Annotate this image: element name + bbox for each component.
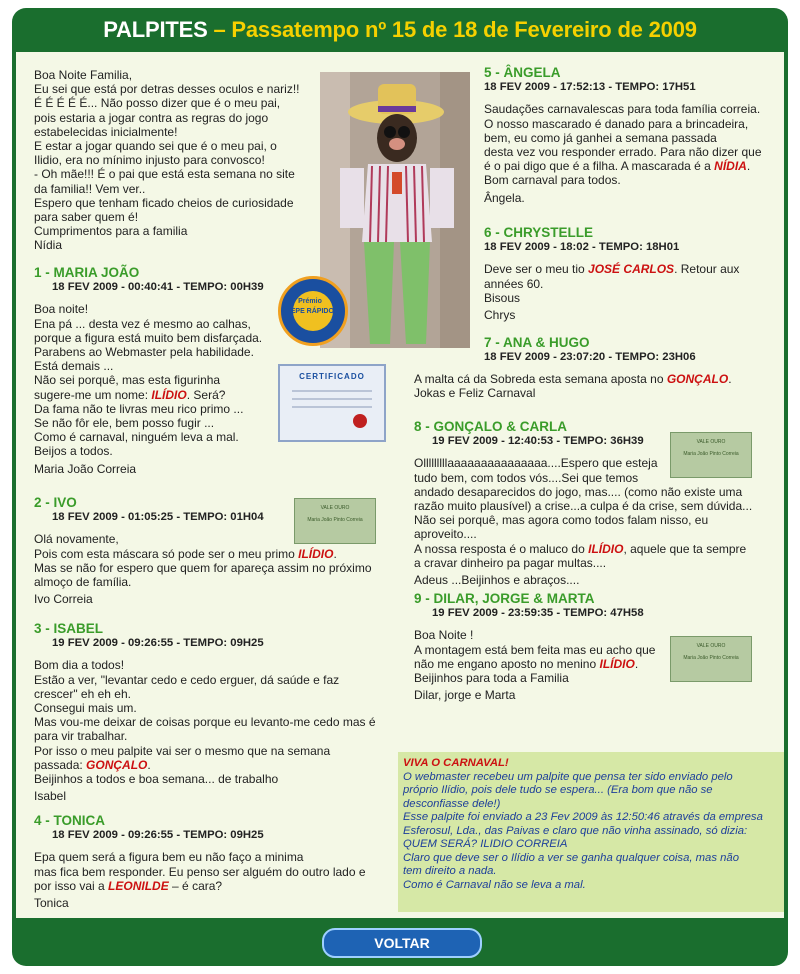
entry-5: [484, 66, 776, 205]
entry-meta: 19 FEV 2009 - 09:26:55 - TEMPO: 09H25: [52, 637, 264, 650]
intro-line: pois estaria a jogar contra as regras do jogo: [34, 110, 269, 125]
banknote-text: VALE OURO: [696, 439, 726, 445]
guess-name: ILÍDIO: [151, 387, 187, 402]
text: por isso vai a: [34, 878, 109, 893]
entry-line: Ena pá ... desta vez é mesmo ao calhas,: [34, 316, 251, 331]
page-title: [12, 8, 788, 52]
entry-line: [34, 879, 394, 893]
entry-meta: 18 FEV 2009 - 09:26:55 - TEMPO: 09H25: [52, 829, 264, 842]
entry-title: 1 - MARIA JOÃO: [34, 265, 140, 280]
entry-7-header: [484, 336, 776, 364]
entry-line: [484, 159, 776, 173]
banknote-name: Maria João Pinto Correia: [307, 517, 363, 523]
entry-signature: Maria João Correia: [34, 461, 137, 476]
text: . Retour aux: [674, 262, 740, 277]
entry-line: almoço de família.: [34, 575, 132, 590]
entry-line: Boa noite!: [34, 302, 89, 317]
entry-line: [34, 547, 394, 561]
entry-line: A montagem está bem feita mas eu acho que: [414, 642, 656, 657]
banknote-name: Maria João Pinto Correia: [683, 451, 739, 457]
note-line: próprio Ilídio, pois dele tudo se espera... (Era bom que não se: [403, 784, 713, 796]
note-line: Esse palpite foi enviado a 23 Fev 2009 às 12:50:46 através da empresa: [403, 811, 763, 823]
entry-title: 8 - GONÇALO & CARLA: [414, 419, 567, 434]
entry-line: Beijinhos a todos e boa semana... de trabalho: [34, 772, 279, 787]
note-line: QUEM SERÁ? ILIDIO CORREIA: [403, 838, 568, 850]
entry-line: Bom carnaval para todos.: [484, 173, 621, 188]
entry-line: [414, 372, 776, 386]
entry-line: O nosso mascarado é danado para a brincadeira,: [484, 116, 749, 131]
entry-line: razão muito plausível) a crise...a culpa é da crise, sem dúvida...: [414, 499, 753, 514]
entry-signature: Adeus ...Beijinhos e abraços....: [414, 573, 580, 588]
entry-line: [34, 388, 284, 402]
text: .: [634, 656, 639, 671]
entry-meta: 18 FEV 2009 - 18:02 - TEMPO: 18H01: [484, 241, 680, 254]
text: é o pai digo que é a filha. A mascarada é a: [484, 159, 715, 174]
entry-line: aproveito....: [414, 527, 477, 542]
text: A nossa resposta é o maluco do: [414, 541, 589, 556]
entry-4: [34, 814, 394, 910]
entry-3: [34, 622, 394, 803]
entry-signature: Tonica: [34, 896, 69, 911]
entry-line: mas fica bem responder. Eu penso ser alguém do outro lado e: [34, 864, 366, 879]
badge-label: Prémio: [298, 298, 322, 305]
note-line: desconfiasse dele!): [403, 797, 501, 810]
entry-line: desta vez vou responder errado. Para não dizer que: [484, 145, 762, 160]
entry-meta: 19 FEV 2009 - 12:40:53 - TEMPO: 36H39: [432, 435, 644, 448]
guess-name: NÍDIA: [714, 159, 747, 174]
intro-line: Cumprimentos para a familia: [34, 224, 188, 239]
entry-line: para vir trabalhar.: [34, 729, 128, 744]
carnival-note: [398, 752, 784, 912]
entry-line: a cravar dinheiro pa pagar multas....: [414, 555, 607, 570]
entry-signature: Isabel: [34, 789, 67, 804]
entry-title: 6 - CHRYSTELLE: [484, 225, 594, 240]
entry-line: [414, 542, 776, 556]
intro-line: E estar a jogar quando sei que é o meu pai, o: [34, 139, 277, 154]
entry-signature: Chrys: [484, 308, 516, 323]
intro-line: Ilidio, era no mínimo injusto para convosco!: [34, 153, 265, 168]
intro-line: para saber quem é!: [34, 210, 139, 225]
entry-title: 3 - ISABEL: [34, 621, 104, 636]
note-line: Esferosul, Lda., das Paivas e claro que não vinha assinado, só dizia:: [403, 824, 748, 837]
text: , aquele que ta sempre: [623, 541, 747, 556]
entry-line: Consegui mais um.: [34, 701, 137, 716]
entry-line: Não sei porquê, mas esta figurinha: [34, 373, 221, 388]
guess-name: LEONILDE: [108, 878, 169, 893]
intro-message: [34, 68, 314, 253]
entry-line: Estão a ver, "levantar cedo e cedo erguer, dá saúde e faz: [34, 672, 340, 687]
text: sugere-me um nome:: [34, 387, 152, 402]
entry-title: 9 - DILAR, JORGE & MARTA: [414, 591, 595, 606]
entry-line: andado desaparecidos do jogo, mas.... (como não existe uma: [414, 484, 743, 499]
guess-name: ILÍDIO: [298, 546, 334, 561]
prize-badge-text: [278, 276, 342, 340]
entry-title: 7 - ANA & HUGO: [484, 335, 590, 350]
text: A malta cá da Sobreda esta semana aposta no: [414, 372, 667, 386]
entry-title: 5 - ÂNGELA: [484, 65, 561, 80]
intro-line: estabelecidas inicialmente!: [34, 124, 178, 139]
entry-meta: 19 FEV 2009 - 23:59:35 - TEMPO: 47H58: [432, 607, 644, 620]
banknote-name: Maria João Pinto Correia: [683, 655, 739, 661]
content-area: [16, 52, 784, 918]
text: .: [333, 546, 337, 561]
entry-line: Mas vou-me deixar de coisas porque eu levanto-me cedo mas é: [34, 715, 376, 730]
entry-meta: 18 FEV 2009 - 01:05:25 - TEMPO: 01H04: [52, 511, 264, 524]
intro-line: - Oh mãe!!! É o pai que está esta semana no site: [34, 167, 295, 182]
entry-line: Olllllllllaaaaaaaaaaaaaaa....Espero que esteja: [414, 456, 658, 471]
note-title: VIVA O CARNAVAL!: [403, 757, 509, 769]
entry-line: Jokas e Feliz Carnaval: [414, 386, 536, 401]
guess-name: GONÇALO: [86, 757, 148, 772]
entry-line: Parabens ao Webmaster pela habilidade.: [34, 345, 254, 360]
entry-signature: Ângela.: [484, 190, 525, 205]
entry-9: [414, 592, 776, 702]
text: .: [746, 159, 751, 174]
text: passada:: [34, 757, 87, 772]
entry-8: [414, 420, 776, 587]
intro-line: É É É É É... Não posso dizer que é o meu pai,: [34, 96, 281, 111]
entry-meta: 18 FEV 2009 - 00:40:41 - TEMPO: 00H39: [52, 281, 264, 294]
entry-line: Boa Noite !: [414, 628, 474, 643]
certificate-image: [278, 364, 386, 442]
entry-1: [34, 266, 284, 476]
page-frame: [12, 8, 788, 966]
entry-title: 2 - IVO: [34, 495, 77, 510]
entry-line: Beijinhos para toda a Familia: [414, 671, 569, 686]
entry-line: bem, eu como já ganhei a semana passada: [484, 130, 717, 145]
note-line: Como é Carnaval não se leva a mal.: [403, 878, 586, 891]
entry-line: Está demais ...: [34, 359, 114, 374]
entry-line: Da fama não te livras meu rico primo ...: [34, 401, 244, 416]
entry-line: [34, 758, 394, 772]
entry-line: Mas se não for espero que quem for apareça assim no próximo: [34, 560, 372, 575]
text: Deve ser o meu tio: [484, 262, 589, 277]
certificate-title: CERTIFICADO: [299, 372, 365, 381]
entry-line: Saudações carnavalescas para toda família correia.: [484, 102, 761, 117]
left-column: [34, 68, 314, 253]
intro-line: Nídia: [34, 238, 63, 253]
note-line: Claro que deve ser o Ilídio a ver se ganha qualquer coisa, mas não: [403, 851, 739, 864]
entry-line: Bom dia a todos!: [34, 658, 125, 673]
entry-line: Se não fôr ele, bem posso fugir ...: [34, 416, 215, 431]
intro-line: Boa Noite Familia,: [34, 68, 133, 82]
entry-line: Beijos a todos.: [34, 444, 113, 459]
intro-line: da familia!! Vem ver..: [34, 181, 146, 196]
banknote-text: VALE OURO: [320, 505, 350, 511]
text: – é cara?: [168, 878, 223, 893]
entry-line: années 60.: [484, 276, 544, 291]
note-line: O webmaster recebeu um palpite que pensa ter sido enviado pelo: [403, 770, 733, 783]
text: Pois com esta máscara só pode ser o meu primo: [34, 546, 299, 561]
badge-label-2: PEPE RÁPIDO: [286, 308, 334, 315]
intro-line: Eu sei que está por detras desses oculos e nariz!!: [34, 82, 300, 97]
entry-2: [34, 496, 394, 606]
intro-line: Espero que tenham ficado cheios de curiosidade: [34, 195, 294, 210]
entry-line: Olá novamente,: [34, 532, 119, 547]
entry-7-body: [414, 372, 776, 400]
entry-line: crescer" eh eh eh.: [34, 686, 131, 701]
entry-line: [484, 262, 776, 276]
title-sub: – Passatempo nº 15 de 18 de Fevereiro de 2009: [207, 17, 697, 42]
entry-line: Não sei porquê, mas agora como todos falam nisso, eu: [414, 513, 709, 528]
entry-line: [414, 657, 776, 671]
entry-meta: 18 FEV 2009 - 23:07:20 - TEMPO: 23H06: [484, 351, 696, 364]
entry-line: tudo bem, com todos vós....Sei que temos: [414, 470, 639, 485]
entry-signature: Ivo Correia: [34, 592, 93, 607]
guess-name: GONÇALO: [666, 372, 729, 386]
guess-name: JOSÉ CARLOS: [588, 262, 675, 277]
text: .: [728, 372, 732, 386]
entry-meta: 18 FEV 2009 - 17:52:13 - TEMPO: 17H51: [484, 81, 696, 94]
text: . Será?: [186, 387, 226, 402]
entry-signature: Dilar, jorge e Marta: [414, 688, 516, 703]
entry-line: porque a figura está muito bem disfarçada.: [34, 330, 263, 345]
entry-6: [484, 226, 776, 322]
text: não me engano aposto no menino: [414, 656, 600, 671]
note-line: tem direito a nada.: [403, 865, 497, 877]
back-button[interactable]: VOLTAR: [322, 928, 482, 958]
entry-line: Como é carnaval, ninguém leva a mal.: [34, 430, 239, 445]
entry-line: Bisous: [484, 290, 521, 305]
entry-title: 4 - TONICA: [34, 813, 106, 828]
guess-name: ILÍDIO: [599, 656, 635, 671]
title-main: PALPITES: [103, 17, 208, 42]
entry-line: Por isso o meu palpite vai ser o mesmo que na semana: [34, 743, 331, 758]
guess-name: ILÍDIO: [588, 541, 624, 556]
entry-line: Epa quem será a figura bem eu não faço a minima: [34, 850, 304, 865]
text: .: [147, 757, 151, 772]
banknote-text: VALE OURO: [696, 643, 726, 649]
